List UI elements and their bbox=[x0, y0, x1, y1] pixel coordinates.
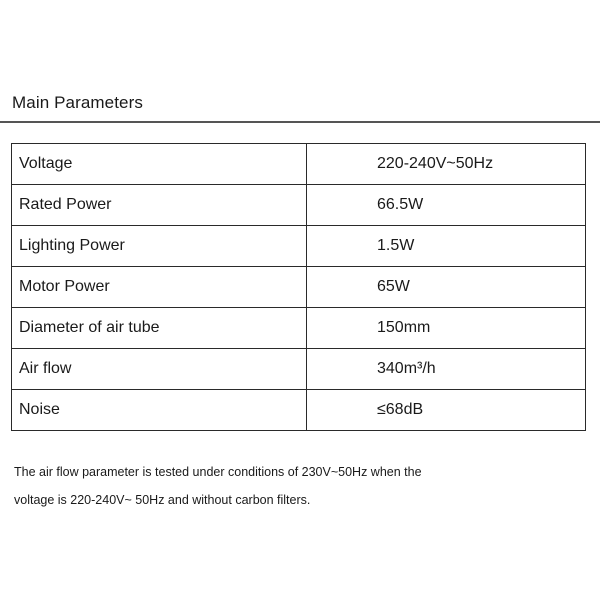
parameter-label: Air flow bbox=[12, 349, 307, 390]
parameter-label: Lighting Power bbox=[12, 226, 307, 267]
parameter-value: 66.5W bbox=[307, 185, 586, 226]
parameter-value: ≤68dB bbox=[307, 390, 586, 431]
parameter-label: Motor Power bbox=[12, 267, 307, 308]
section-title: Main Parameters bbox=[12, 93, 143, 112]
table-row bbox=[12, 226, 586, 267]
table-row bbox=[12, 144, 586, 185]
table-row bbox=[12, 390, 586, 431]
parameter-value: 150mm bbox=[307, 308, 586, 349]
footnote-line: The air flow parameter is tested under conditions of 230V~50Hz when the bbox=[14, 465, 422, 479]
parameter-value: 220-240V~50Hz bbox=[307, 144, 586, 185]
table-row bbox=[12, 267, 586, 308]
parameter-value: 65W bbox=[307, 267, 586, 308]
table-row bbox=[12, 185, 586, 226]
footnote-line: voltage is 220-240V~ 50Hz and without carbon filters. bbox=[14, 493, 311, 507]
footnote bbox=[14, 458, 589, 514]
table-row bbox=[12, 349, 586, 390]
parameter-label: Diameter of air tube bbox=[12, 308, 307, 349]
parameter-label: Voltage bbox=[12, 144, 307, 185]
parameters-table bbox=[11, 143, 586, 431]
parameter-value: 340m³/h bbox=[307, 349, 586, 390]
table-row bbox=[12, 308, 586, 349]
title-divider bbox=[0, 121, 600, 123]
parameter-value: 1.5W bbox=[307, 226, 586, 267]
parameter-label: Rated Power bbox=[12, 185, 307, 226]
parameter-label: Noise bbox=[12, 390, 307, 431]
